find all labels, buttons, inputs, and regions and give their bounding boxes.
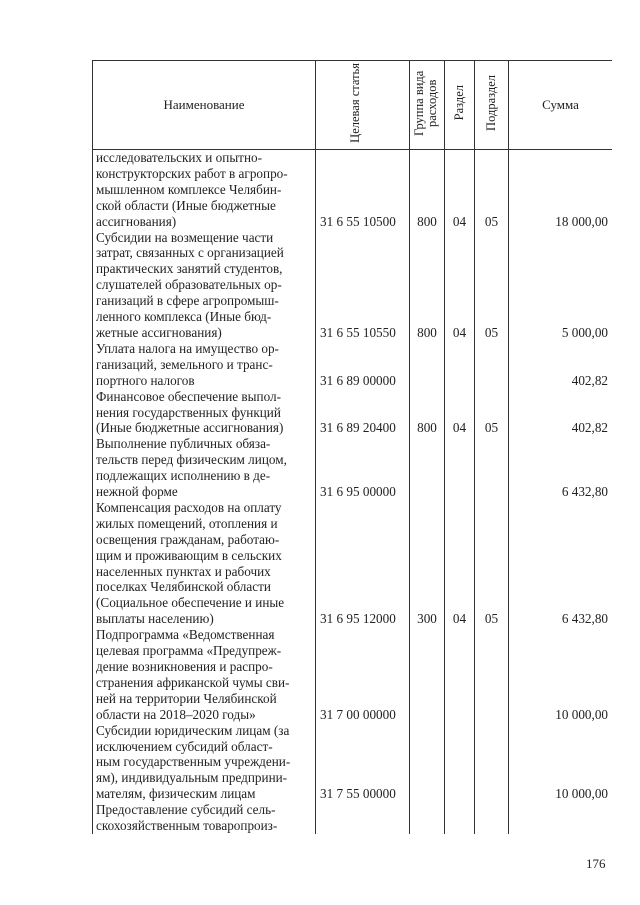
header-name: Наименование xyxy=(93,61,316,150)
row-name-line: подлежащих исполнению в де- xyxy=(96,468,271,484)
row-name-cell xyxy=(93,627,316,722)
row-article: 31 6 95 00000 xyxy=(316,436,410,500)
row-name-cell xyxy=(93,802,316,834)
table-row xyxy=(93,436,613,500)
row-sum: 5 000,00 xyxy=(509,230,613,341)
row-name-line: (Иные бюджетные ассигнования) xyxy=(96,420,284,436)
table-row xyxy=(93,723,613,803)
row-name-line: мателям, физическим лицам xyxy=(96,786,256,802)
row-group xyxy=(410,341,445,389)
row-name-line: затрат, связанных с организацией xyxy=(96,245,284,261)
table-row xyxy=(93,230,613,341)
row-name-line: Предоставление субсидий сель- xyxy=(96,802,276,818)
row-name-line: нежной форме xyxy=(96,484,178,500)
row-section xyxy=(445,341,475,389)
row-subsection xyxy=(475,436,509,500)
row-name-line: жетные ассигнования) xyxy=(96,324,222,340)
row-group xyxy=(410,723,445,803)
row-name-line: ней на территории Челябинской xyxy=(96,690,277,706)
row-name-cell xyxy=(93,230,316,341)
row-sum: 6 432,80 xyxy=(509,500,613,627)
budget-table xyxy=(92,60,612,834)
row-name-line: Субсидии юридическим лицам (за xyxy=(96,722,290,738)
row-name-line: нения государственных функций xyxy=(96,404,281,420)
row-subsection xyxy=(475,802,509,834)
row-name-line: целевая программа «Предупреж- xyxy=(96,643,282,659)
row-name-line: исследовательских и опытно- xyxy=(96,150,262,165)
row-group: 800 xyxy=(410,389,445,437)
header-subsection-cell xyxy=(475,61,509,150)
row-subsection xyxy=(475,341,509,389)
row-subsection: 05 xyxy=(475,389,509,437)
row-name-line: портного налогов xyxy=(96,372,195,388)
row-group: 300 xyxy=(410,500,445,627)
table-row xyxy=(93,389,613,437)
row-sum: 402,82 xyxy=(509,389,613,437)
header-section: Раздел xyxy=(452,85,466,121)
row-section: 04 xyxy=(445,389,475,437)
row-name-line: ассигнования) xyxy=(96,213,177,229)
header-group: Группа вида расходов xyxy=(412,70,439,136)
row-section: 04 xyxy=(445,500,475,627)
row-name-line: выплаты населению) xyxy=(96,611,214,627)
row-name-line: странения африканской чумы сви- xyxy=(96,674,290,690)
row-name-line: исключением субсидий област- xyxy=(96,738,273,754)
header-section-cell xyxy=(445,61,475,150)
row-name-line: ганизаций в сфере агропромыш- xyxy=(96,293,279,309)
row-name-cell xyxy=(93,389,316,437)
row-section: 04 xyxy=(445,150,475,230)
header-subsection: Подраздел xyxy=(484,75,498,131)
table-row xyxy=(93,150,613,230)
row-subsection xyxy=(475,723,509,803)
header-sum: Сумма xyxy=(509,61,613,150)
row-section xyxy=(445,723,475,803)
row-name-line: тельств перед физическим лицом, xyxy=(96,452,287,468)
row-group xyxy=(410,627,445,722)
row-name-cell xyxy=(93,500,316,627)
row-name-line: (Социальное обеспечение и иные xyxy=(96,595,285,611)
row-group: 800 xyxy=(410,150,445,230)
row-article: 31 6 55 10500 xyxy=(316,150,410,230)
row-subsection: 05 xyxy=(475,230,509,341)
row-name-line: жилых помещений, отопления и xyxy=(96,515,278,531)
row-group xyxy=(410,436,445,500)
row-sum: 10 000,00 xyxy=(509,627,613,722)
table-row xyxy=(93,500,613,627)
header-article-cell xyxy=(316,61,410,150)
row-section: 04 xyxy=(445,230,475,341)
row-name-line: Подпрограмма «Ведомственная xyxy=(96,627,275,643)
header-article: Целевая статья xyxy=(347,63,362,143)
row-name-cell xyxy=(93,723,316,803)
row-sum: 10 000,00 xyxy=(509,723,613,803)
row-name-line: практических занятий студентов, xyxy=(96,261,283,277)
row-name-line: населенных пунктах и рабочих xyxy=(96,563,271,579)
row-name-line: дение возникновения и распро- xyxy=(96,659,273,674)
row-name-line: конструкторских работ в агропро- xyxy=(96,165,288,181)
row-name-line: ям), индивидуальным предприни- xyxy=(96,770,288,786)
row-article: 31 7 00 00000 xyxy=(316,627,410,722)
row-subsection: 05 xyxy=(475,500,509,627)
row-group xyxy=(410,802,445,834)
budget-table-page xyxy=(92,60,612,846)
table-header-row xyxy=(93,61,613,150)
row-name-cell xyxy=(93,150,316,230)
row-name-cell xyxy=(93,436,316,500)
row-name-line: ской области (Иные бюджетные xyxy=(96,197,276,213)
row-sum: 6 432,80 xyxy=(509,436,613,500)
row-section xyxy=(445,627,475,722)
row-name-cell xyxy=(93,341,316,389)
row-section xyxy=(445,802,475,834)
row-name-line: Финансовое обеспечение выпол- xyxy=(96,388,281,404)
row-name-line: Субсидии на возмещение части xyxy=(96,229,274,245)
row-name-line: мышленном комплексе Челябин- xyxy=(96,181,282,197)
table-row xyxy=(93,802,613,834)
row-article xyxy=(316,802,410,834)
row-name-line: освещения гражданам, работаю- xyxy=(96,531,280,547)
row-name-line: щим и проживающим в сельских xyxy=(96,547,282,563)
row-article: 31 6 95 12000 xyxy=(316,500,410,627)
row-name-line: поселках Челябинской области xyxy=(96,579,271,595)
table-row xyxy=(93,341,613,389)
table-body xyxy=(93,150,613,834)
row-name-line: ленного комплекса (Иные бюд- xyxy=(96,309,272,325)
row-sum xyxy=(509,802,613,834)
row-name-line: Компенсация расходов на оплату xyxy=(96,499,282,515)
row-sum: 18 000,00 xyxy=(509,150,613,230)
row-sum: 402,82 xyxy=(509,341,613,389)
page-number: 176 xyxy=(586,856,606,871)
row-subsection xyxy=(475,627,509,722)
row-name-line: Выполнение публичных обяза- xyxy=(96,436,271,452)
row-article: 31 6 89 20400 xyxy=(316,389,410,437)
row-name-line: Уплата налога на имущество ор- xyxy=(96,340,279,356)
row-name-line: области на 2018–2020 годы» xyxy=(96,706,256,722)
row-name-line: ным государственным учреждени- xyxy=(96,754,291,770)
row-section xyxy=(445,436,475,500)
row-subsection: 05 xyxy=(475,150,509,230)
row-article: 31 6 55 10550 xyxy=(316,230,410,341)
header-group-cell xyxy=(410,61,445,150)
row-article: 31 6 89 00000 xyxy=(316,341,410,389)
row-name-line: скохозяйственным товаропроиз- xyxy=(96,818,278,834)
row-name-line: ганизаций, земельного и транс- xyxy=(96,356,273,372)
row-article: 31 7 55 00000 xyxy=(316,723,410,803)
row-name-line: слушателей образовательных ор- xyxy=(96,277,282,293)
row-group: 800 xyxy=(410,230,445,341)
table-row xyxy=(93,627,613,722)
